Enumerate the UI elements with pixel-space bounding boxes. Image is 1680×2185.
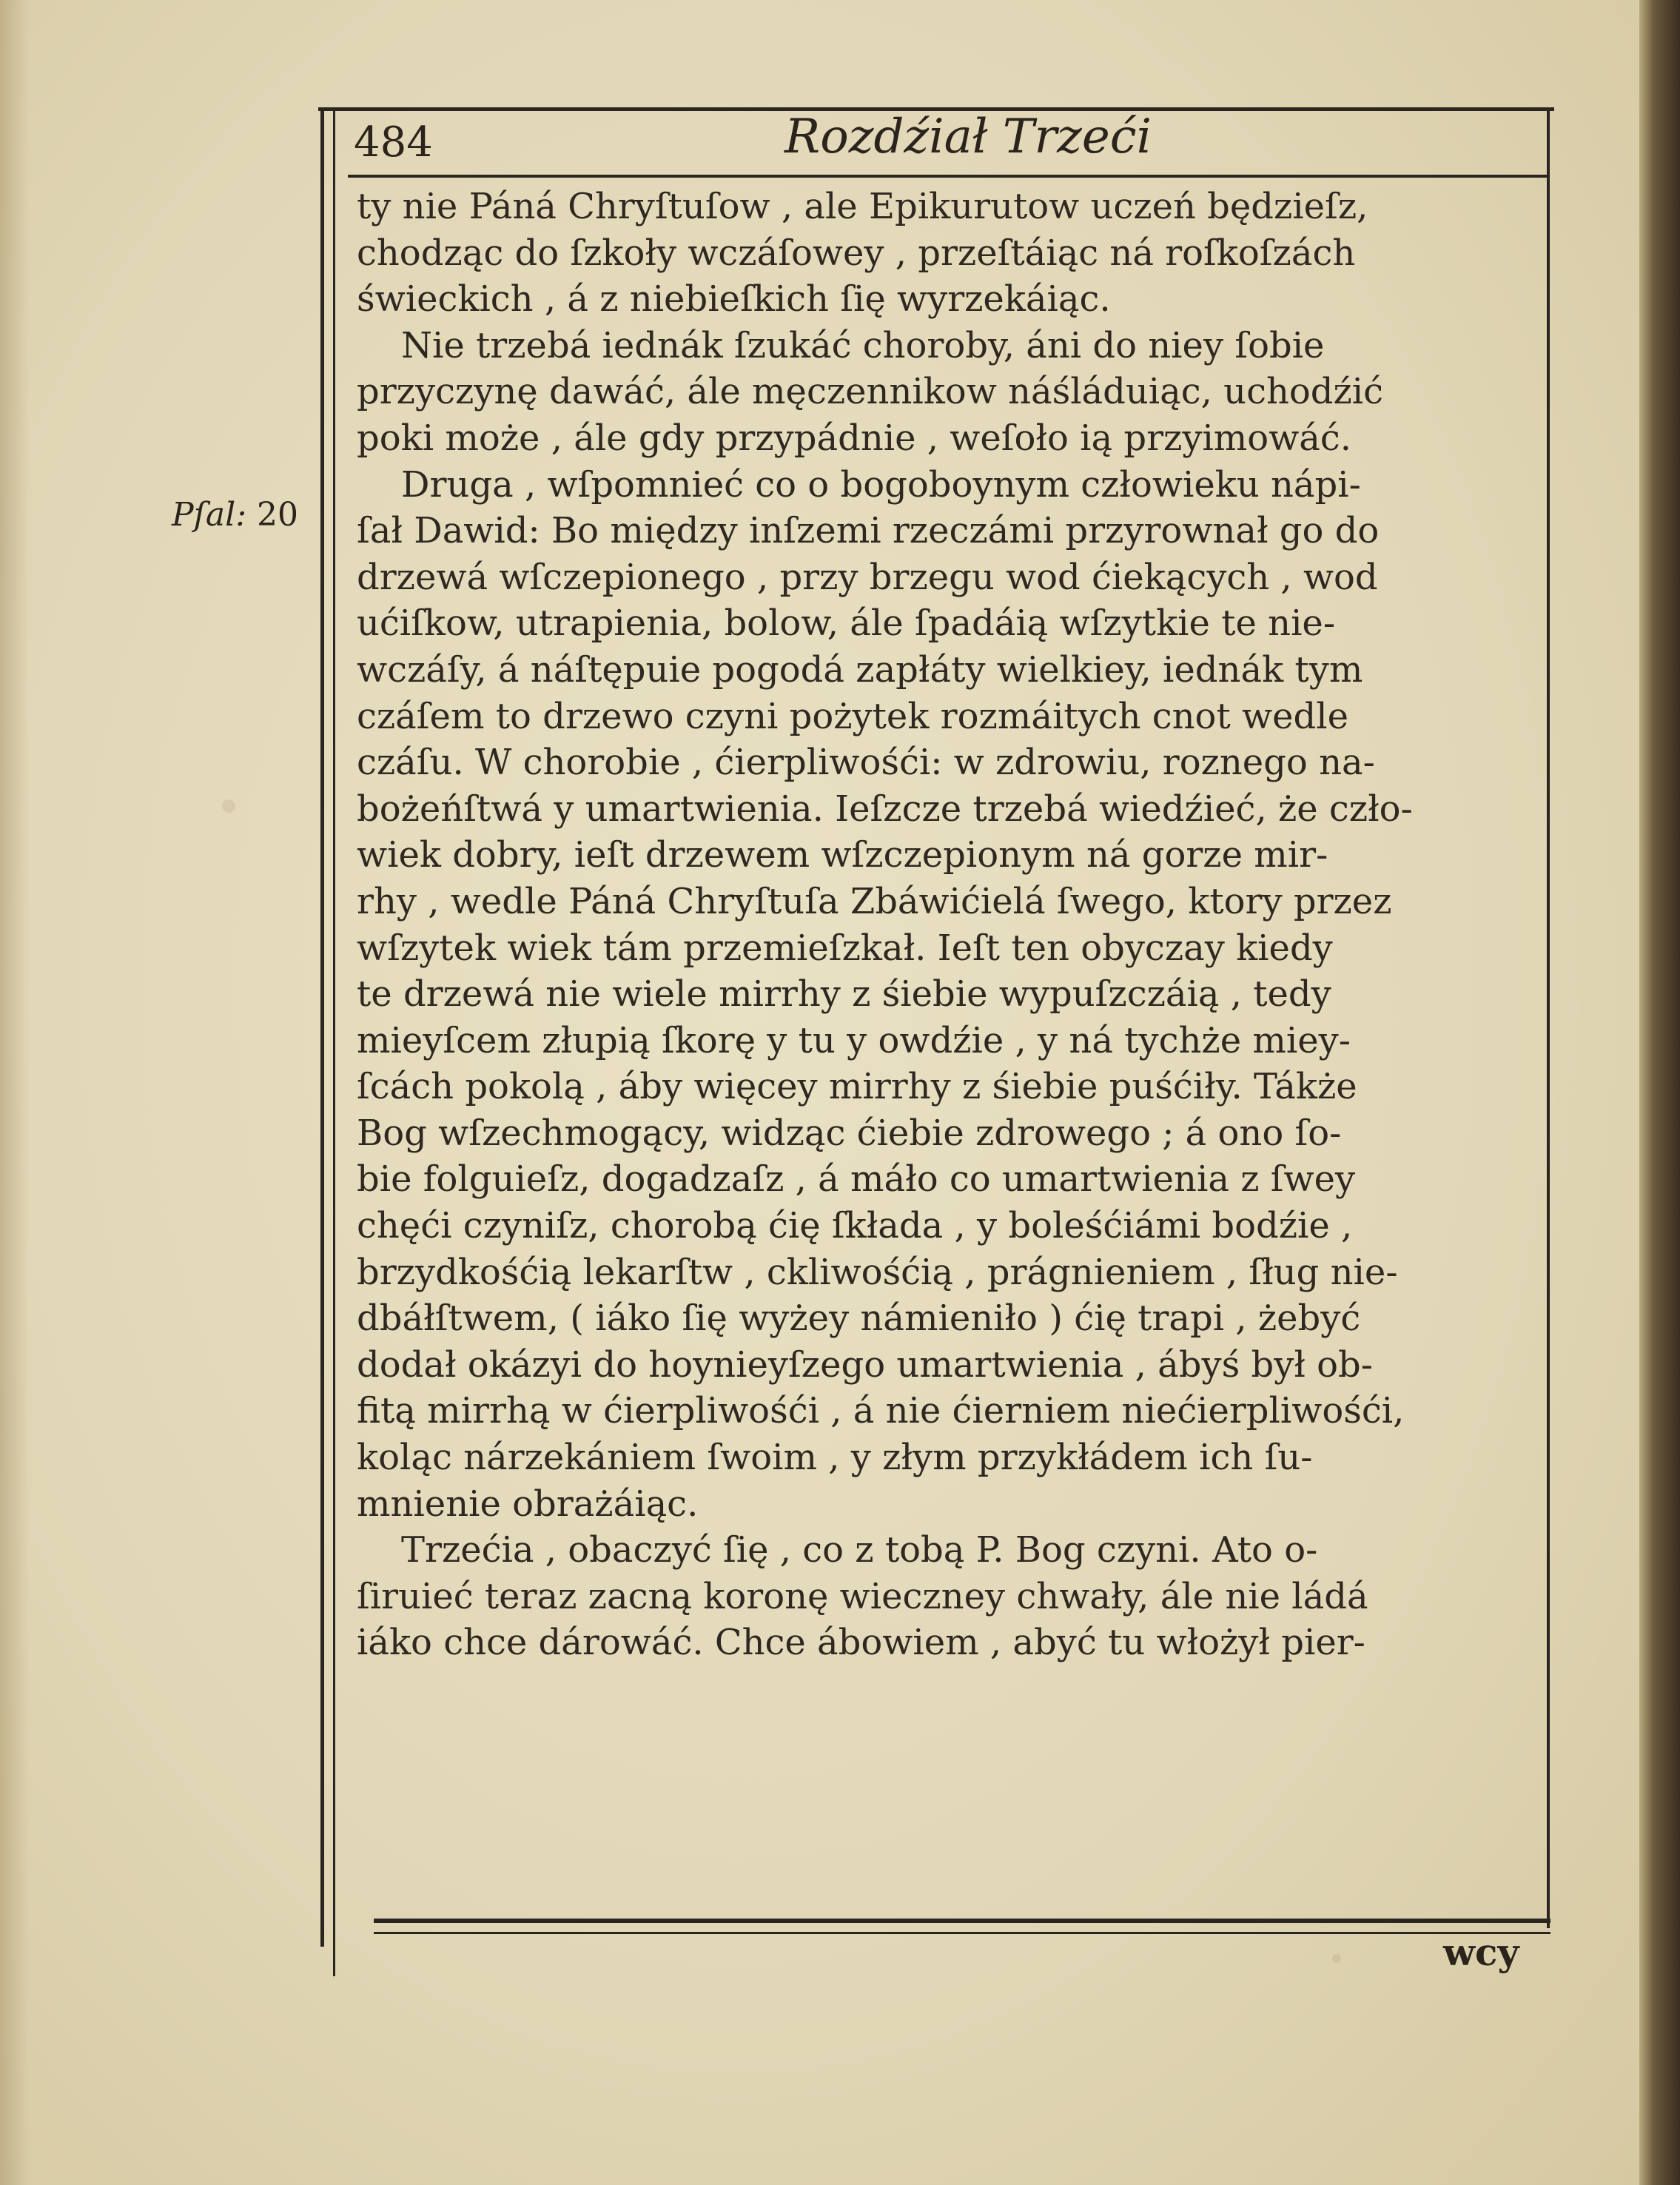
text-line: ſiruieć teraz zacną koronę wieczney chwały, ále nie ládá xyxy=(357,1575,1368,1617)
text-line: dodał okázyi do hoynieyſzego umartwienia , ábyś był ob- xyxy=(357,1343,1373,1386)
text-line: świeckich , á z niebieſkich ſię wyrzekáiąc. xyxy=(357,278,1111,320)
page-number: 484 xyxy=(354,118,433,167)
text-line: czáſu. W chorobie , ćierpliwośći: w zdrowiu, roznego na- xyxy=(357,742,1375,784)
text-line: mieyſcem złupią ſkorę y tu y owdźie , y ná tychże miey- xyxy=(357,1019,1351,1061)
page-edge-shadow xyxy=(0,0,30,2185)
text-line: przyczynę dawáć, ále męczennikow náśláduiąc, uchodźić xyxy=(357,371,1384,413)
text-line: czáſem to drzewo czyni pożytek rozmáitych cnot wedle xyxy=(357,695,1348,737)
text-line: ućiſkow, utrapienia, bolow, ále ſpadáią wſzytkie te nie- xyxy=(357,603,1336,645)
text-line: Bog wſzechmogący, widząc ćiebie zdrowego ; á ono ſo- xyxy=(357,1112,1342,1154)
text-line: ſcách pokolą , áby więcey mirrhy z śiebie puśćiły. Tákże xyxy=(357,1066,1357,1108)
text-line: ſał Dawid: Bo między inſzemi rzeczámi przyrownał go do xyxy=(357,510,1380,552)
text-line: poki może , ále gdy przypádnie , weſoło ią przyimowáć. xyxy=(357,417,1352,459)
text-line: wczáſy, á náſtępuie pogodá zapłáty wielkiey, iednák tym xyxy=(357,648,1363,691)
frame-rule-left-outer xyxy=(320,111,324,1947)
text-line: brzydkośćią lekarſtw , ckliwośćią , prágnieniem , ſług nie- xyxy=(357,1251,1398,1293)
text-line: chęći czyniſz, chorobą ćię ſkłada , y boleśćiámi bodźie , xyxy=(357,1205,1353,1247)
text-line: iáko chce dárowáć. Chce ábowiem , abyć tu włożył pier- xyxy=(357,1622,1365,1664)
text-line: mnienie obrażáiąc. xyxy=(357,1483,699,1525)
margin-note xyxy=(172,496,298,534)
text-line: dbáłſtwem, ( iáko ſię wyżey námieniło ) ćię trapi , żebyć xyxy=(357,1298,1361,1340)
header-rule xyxy=(348,175,1547,178)
text-line: Druga , wſpomnieć co o bogoboynym człowieku nápi- xyxy=(401,463,1361,506)
text-line: Trzećia , obaczyć ſię , co z tobą P. Bog czyni. Ato o- xyxy=(401,1529,1318,1571)
text-line: rhy , wedle Páná Chryſtuſa Zbáwićielá ſwego, ktory przez xyxy=(357,880,1392,922)
catchword: wcy xyxy=(1443,1930,1519,1974)
text-line: bie folguieſz, dogadzaſz , á máło co umartwienia z ſwey xyxy=(357,1158,1356,1201)
text-line: wiek dobry, ieſt drzewem wſzczepionym ná gorze mir- xyxy=(357,834,1328,876)
book-gutter xyxy=(1639,0,1680,2185)
frame-rule-bottom-thin xyxy=(374,1932,1550,1934)
frame-rule-left-inner xyxy=(333,111,335,1976)
text-line: te drzewá nie wiele mirrhy z śiebie wypuſzczáią , tedy xyxy=(357,973,1331,1016)
body-text xyxy=(357,184,1570,1666)
margin-note-chapter: 20 xyxy=(257,496,299,534)
margin-note-book: Pſal: xyxy=(172,496,247,534)
running-title: Rozdźiał Trzeći xyxy=(784,110,1152,164)
text-line: chodząc do ſzkoły wczáſowey , przeſtáiąc ná roſkoſzách xyxy=(357,232,1356,274)
frame-rule-bottom-thick xyxy=(374,1919,1550,1923)
paper-stain xyxy=(1332,1954,1341,1963)
text-line: bożeńſtwá y umartwienia. Ieſzcze trzebá wiedźieć, że czło- xyxy=(357,788,1413,830)
paper-stain xyxy=(222,799,235,813)
text-line: wſzytek wiek tám przemieſzkał. Ieſt ten obyczay kiedy xyxy=(357,927,1333,969)
text-line: drzewá wſczepionego , przy brzegu wod ćiekących , wod xyxy=(357,556,1378,598)
text-line: Nie trzebá iednák ſzukáć choroby, áni do niey ſobie xyxy=(401,324,1325,366)
text-line: koląc nárzekániem ſwoim , y złym przykłádem ich ſu- xyxy=(357,1437,1313,1479)
text-line: ty nie Páná Chryſtuſow , ale Epikurutow uczeń będzieſz, xyxy=(357,186,1368,227)
text-line: fitą mirrhą w ćierpliwośći , á nie ćierniem niećierpliwośći, xyxy=(357,1390,1405,1432)
